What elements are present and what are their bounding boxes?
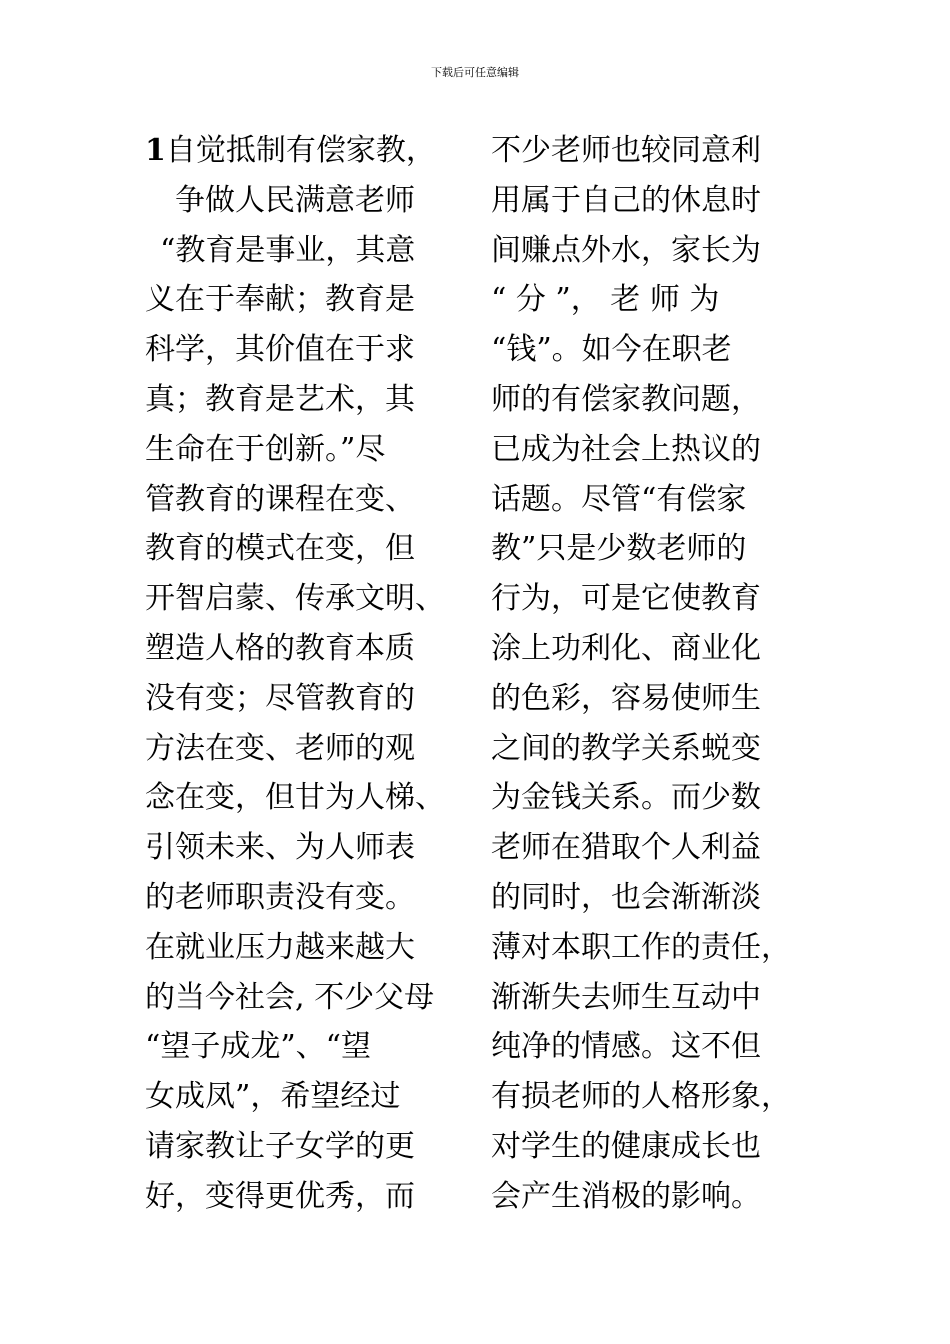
text-line: 用属于自己的休息时 [491, 182, 761, 218]
right-text-column [491, 126, 831, 1222]
text-line: 好，变得更优秀，而 [145, 1178, 415, 1214]
text-line: 对学生的健康成长也 [491, 1128, 761, 1164]
text-line: 义在于奉献；教育是 [145, 282, 415, 318]
left-text-column [145, 126, 465, 1222]
text-line: 不少老师也较同意利 [491, 133, 761, 168]
text-line: 方法在变、老师的观 [145, 730, 415, 766]
text-line: 纯净的情感。这不但 [491, 1029, 761, 1065]
text-line: 间赚点外水，家长为 [491, 232, 761, 268]
text-line: 的当今社会, 不少父母 [145, 979, 435, 1015]
text-line: 引领未来、为人师表 [145, 830, 415, 866]
text-line: 为金钱关系。而少数 [491, 780, 761, 816]
text-line: 请家教让子女学的更 [145, 1128, 415, 1164]
text-line: “ 分 ”， 老 师 为 [491, 282, 720, 318]
text-line: “钱”。如今在职老 [491, 332, 732, 368]
text-line: 之间的教学关系蜕变 [491, 730, 761, 766]
text-line: 话题。尽管“有偿家 [491, 481, 747, 517]
text-line: “教育是事业，其意 [160, 232, 416, 268]
text-line: 的色彩，容易使师生 [491, 680, 761, 716]
text-line: “望子成龙”、“望 [145, 1029, 372, 1065]
text-line: 师的有偿家教问题， [491, 381, 761, 417]
text-line: 塑造人格的教育本质 [145, 630, 415, 666]
text-line: 在就业压力越来越大 [145, 929, 415, 965]
text-line: 女成凤”，希望经过 [145, 1079, 401, 1115]
text-line: 的同时，也会渐渐淡 [491, 879, 761, 915]
text-line: 念在变，但甘为人梯、 [145, 780, 445, 816]
text-line: 开智启蒙、传承文明、 [145, 581, 445, 617]
text-line: 行为，可是它使教育 [491, 581, 761, 617]
text-line: 涂上功利化、商业化 [491, 630, 761, 666]
text-line: 生命在于创新。”尽 [145, 431, 386, 467]
text-line: 管教育的课程在变、 [145, 481, 415, 517]
text-line: 真；教育是艺术，其 [145, 381, 415, 417]
heading-number: 1 [145, 133, 166, 168]
text-line: 渐渐失去师生互动中 [491, 979, 761, 1015]
text-line: 没有变；尽管教育的 [145, 680, 415, 716]
text-line [145, 126, 465, 176]
text-line: 薄对本职工作的责任， [491, 929, 791, 965]
text-line: 教”只是少数老师的 [491, 531, 747, 567]
text-line: 已成为社会上热议的 [491, 431, 761, 467]
text-line: 会产生消极的影响。 [491, 1178, 761, 1214]
text-line: 有损老师的人格形象， [491, 1079, 791, 1115]
page-header: 下载后可任意编辑 [431, 66, 519, 79]
text-line: 教育的模式在变，但 [145, 531, 415, 567]
text-line: 老师在猎取个人利益 [491, 830, 761, 866]
text-line: 科学，其价值在于求 [145, 332, 415, 368]
heading-title: 自觉抵制有偿家教， [165, 133, 436, 168]
text-line: 的老师职责没有变。 [145, 879, 415, 915]
heading-subtitle: 争做人民满意老师 [175, 182, 415, 218]
